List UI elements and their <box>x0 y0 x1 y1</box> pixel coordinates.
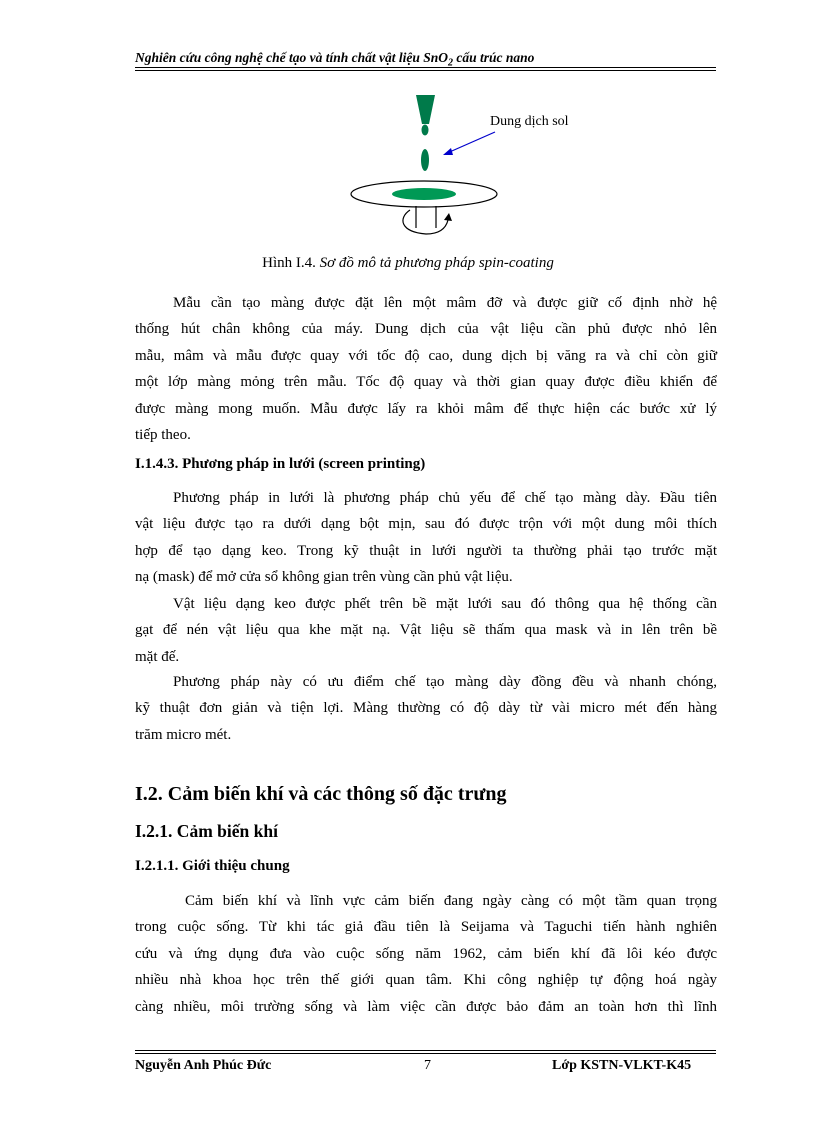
footer-rule-bottom <box>135 1053 716 1054</box>
footer-author: Nguyễn Anh Phúc Đức <box>135 1058 272 1073</box>
page-header-title: Nghiên cứu công nghệ chế tạo và tính chất vật liệu SnO$_2$ cấu trúc nano <box>135 50 535 69</box>
label-arrow <box>445 132 495 154</box>
drop-small <box>422 125 429 136</box>
section-heading-screen-printing: I.1.4.3. Phương pháp in lưới (screen printing) <box>135 456 426 472</box>
footer-page-number: 7 <box>424 1058 431 1073</box>
header-rule-top <box>135 67 716 68</box>
header-rule-bottom <box>135 70 716 71</box>
chapter-heading-gas-sensors: I.2. Cảm biến khí và các thông số đặc trưng <box>135 783 507 805</box>
rotation-arrow <box>403 210 448 234</box>
footer-rule-top <box>135 1050 716 1051</box>
sol-label: Dung dịch sol <box>490 114 569 129</box>
paragraph-gas-sensor-intro: Cảm biến khí và lĩnh vực cảm biến đang ngày càng có một tầm quan trọng trong cuộc sống. Từ khi tác giả đầu tiên là Seijama và Taguchi tiến hành nghiên cứu và ứng dụng đưa vào cuộc sống năm 1962, cảm biến khí đã lôi kéo được nhiều nhà khoa học trên thế giới quan tâm. Khi công nghiệp tự động hoá ngày càng nhiều, môi trường sống và làm việc cần được bảo đảm an toàn hơn thì lĩnh <box>135 893 717 1015</box>
paragraph-screen-printing-process: Vật liệu dạng keo được phết trên bề mặt lưới sau đó thông qua hệ thống cần gạt để nén vật liệu qua khe mặt nạ. Vật liệu sẽ thấm qua mask và in lên trên bề mặt đế. <box>135 596 717 665</box>
footer-class-label: Lớp KSTN-VLKT-K45 <box>552 1058 692 1073</box>
subsection-heading-introduction: I.2.1.1. Giới thiệu chung <box>135 858 290 874</box>
paragraph-screen-printing-advantages: Phương pháp này có ưu điểm chế tạo màng dày đồng đều và nhanh chóng, kỹ thuật đơn giản và tiện lợi. Màng thường có độ dày từ vài micro mét đến hàng trăm micro mét. <box>135 674 717 743</box>
section-heading-gas-sensor: I.2.1. Cảm biến khí <box>135 821 278 841</box>
drop-streak <box>416 95 435 124</box>
paragraph-spin-coating: Mẫu cần tạo màng được đặt lên một mâm đỡ và được giữ cố định nhờ hệ thống hút chân không của máy. Dung dịch của vật liệu cần phủ được nhỏ lên mẫu, mâm và mẫu được quay với tốc độ cao, dung dịch bị văng ra và chỉ còn giữ một lớp màng mỏng trên mẫu. Tốc độ quay và thời gian quay được điều khiển để được màng mong muốn. Mẫu được lấy ra khỏi mâm để thực hiện các bước xử lý tiếp theo. <box>135 295 717 444</box>
drop-large <box>421 149 429 171</box>
sol-film <box>392 188 456 200</box>
label-arrow-head <box>443 148 453 155</box>
paragraph-screen-printing-intro: Phương pháp in lưới là phương pháp chủ yếu để chế tạo màng dày. Đầu tiên vật liệu được tạo ra dưới dạng bột mịn, sau đó được trộn với một dung môi thích hợp để tạo dạng keo. Trong kỹ thuật in lưới người ta thường phải tạo trước mặt nạ (mask) để mở cửa sổ không gian trên vùng cần phủ vật liệu. <box>135 490 717 586</box>
rotation-arrow-head <box>444 213 452 221</box>
figure-caption: Hình I.4. Sơ đồ mô tả phương pháp spin-coating <box>262 255 554 271</box>
